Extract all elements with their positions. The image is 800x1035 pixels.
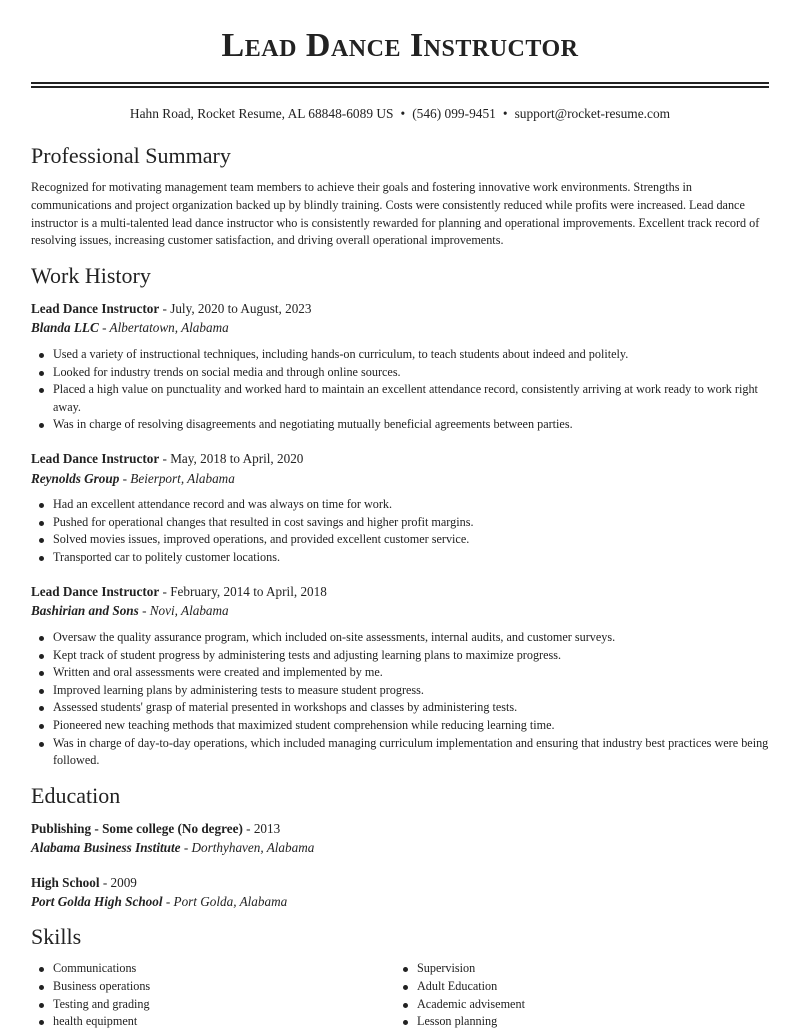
education-location: - Port Golda, Alabama (162, 894, 288, 909)
contact-address: Hahn Road, Rocket Resume, AL 68848-6089 US (129, 106, 394, 121)
contact-email: support@rocket-resume.com (514, 106, 671, 121)
job-role: Lead Dance Instructor (31, 451, 160, 466)
education-degree: Publishing - Some college (No degree) (31, 821, 243, 836)
list-item: Pushed for operational changes that resulted in cost savings and higher profit margins. (53, 514, 769, 532)
job-role: Lead Dance Instructor (31, 584, 160, 599)
resume-name: Lead Dance Instructor (221, 27, 579, 64)
job-title-line (31, 300, 311, 318)
job-title-line (31, 583, 327, 601)
list-item: Placed a high value on punctuality and worked hard to maintain an excellent attendance record, consistently arriving at work ready to work right away. (53, 381, 769, 416)
job-bullets (31, 496, 769, 566)
education-degree-line (31, 874, 137, 892)
header-divider-thin (31, 86, 769, 88)
contact-phone: (546) 099-9451 (412, 106, 496, 121)
education-location: - Dorthyhaven, Alabama (180, 840, 315, 855)
skill-item: Adult Education (417, 978, 757, 996)
skill-item: Academic advisement (417, 996, 757, 1014)
section-title-work-history: Work History (31, 263, 151, 288)
job-role: Lead Dance Instructor (31, 301, 160, 316)
section-title-education: Education (31, 783, 121, 808)
list-item: Used a variety of instructional techniques, including hands-on curriculum, to teach students about indeed and politely. (53, 346, 769, 364)
education-school-line (31, 839, 314, 857)
job-title-line (31, 450, 303, 468)
list-item: Kept track of student progress by administering tests and adjusting learning plans to maximize progress. (53, 647, 769, 665)
company-line (31, 319, 229, 337)
skill-item: Communications (53, 960, 393, 978)
job-dates: - July, 2020 to August, 2023 (159, 301, 312, 316)
list-item: Assessed students' grasp of material presented in workshops and classes by administering tests. (53, 699, 769, 717)
summary-text: Recognized for motivating management team members to achieve their goals and fostering innovative work environments. Strengths in communications and project organization backed up by blindly training. Costs were consistently reduced while profits were increased. Lead dance instructor is a multi-talented lead dance instructor who is consistently rewarded for planning and operational improvements. Excellent track record of resolving issues, increasing customer satisfaction, and driving overall operational improvements. (31, 180, 760, 248)
skill-item: Supervision (417, 960, 757, 978)
education-school: Port Golda High School (31, 894, 163, 909)
header-divider-thick (31, 82, 769, 84)
list-item: Transported car to politely customer locations. (53, 549, 769, 567)
contact-separator: • (400, 106, 406, 121)
list-item: Solved movies issues, improved operations, and provided excellent customer service. (53, 531, 769, 549)
skill-item: health equipment (53, 1013, 393, 1031)
list-item: Pioneered new teaching methods that maximized student comprehension while reducing learning time. (53, 717, 769, 735)
company-name: Bashirian and Sons (31, 603, 139, 618)
contact-separator: • (502, 106, 508, 121)
company-location: - Beierport, Alabama (119, 471, 235, 486)
company-name: Reynolds Group (31, 471, 120, 486)
company-location: - Novi, Alabama (138, 603, 229, 618)
list-item: Was in charge of day-to-day operations, which included managing curriculum implementation and ensuring that industry best practices were being followed. (53, 735, 769, 770)
skill-item: Business operations (53, 978, 393, 996)
education-degree: High School (31, 875, 100, 890)
skill-item: Lesson planning (417, 1013, 757, 1031)
skill-item: Testing and grading (53, 996, 393, 1014)
job-bullets (31, 346, 769, 434)
contact-line (31, 105, 769, 123)
education-year: - 2013 (242, 821, 281, 836)
job-dates: - May, 2018 to April, 2020 (159, 451, 304, 466)
skills-list-left (31, 960, 393, 1031)
section-title-skills: Skills (31, 924, 82, 949)
section-title-summary: Professional Summary (31, 143, 231, 168)
list-item: Had an excellent attendance record and was always on time for work. (53, 496, 769, 514)
list-item: Improved learning plans by administering tests to measure student progress. (53, 682, 769, 700)
education-year: - 2009 (99, 875, 137, 890)
list-item: Written and oral assessments were created and implemented by me. (53, 664, 769, 682)
list-item: Was in charge of resolving disagreements and negotiating mutually beneficial agreements between parties. (53, 416, 769, 434)
company-line (31, 602, 229, 620)
company-line (31, 470, 235, 488)
list-item: Looked for industry trends on social media and through online sources. (53, 364, 769, 382)
education-school-line (31, 893, 287, 911)
skills-list-right (395, 960, 757, 1031)
education-school: Alabama Business Institute (31, 840, 181, 855)
job-bullets (31, 629, 769, 770)
company-name: Blanda LLC (31, 320, 99, 335)
job-dates: - February, 2014 to April, 2018 (159, 584, 327, 599)
list-item: Oversaw the quality assurance program, which included on-site assessments, internal audits, and customer surveys. (53, 629, 769, 647)
company-location: - Albertatown, Alabama (98, 320, 229, 335)
education-degree-line (31, 820, 280, 838)
